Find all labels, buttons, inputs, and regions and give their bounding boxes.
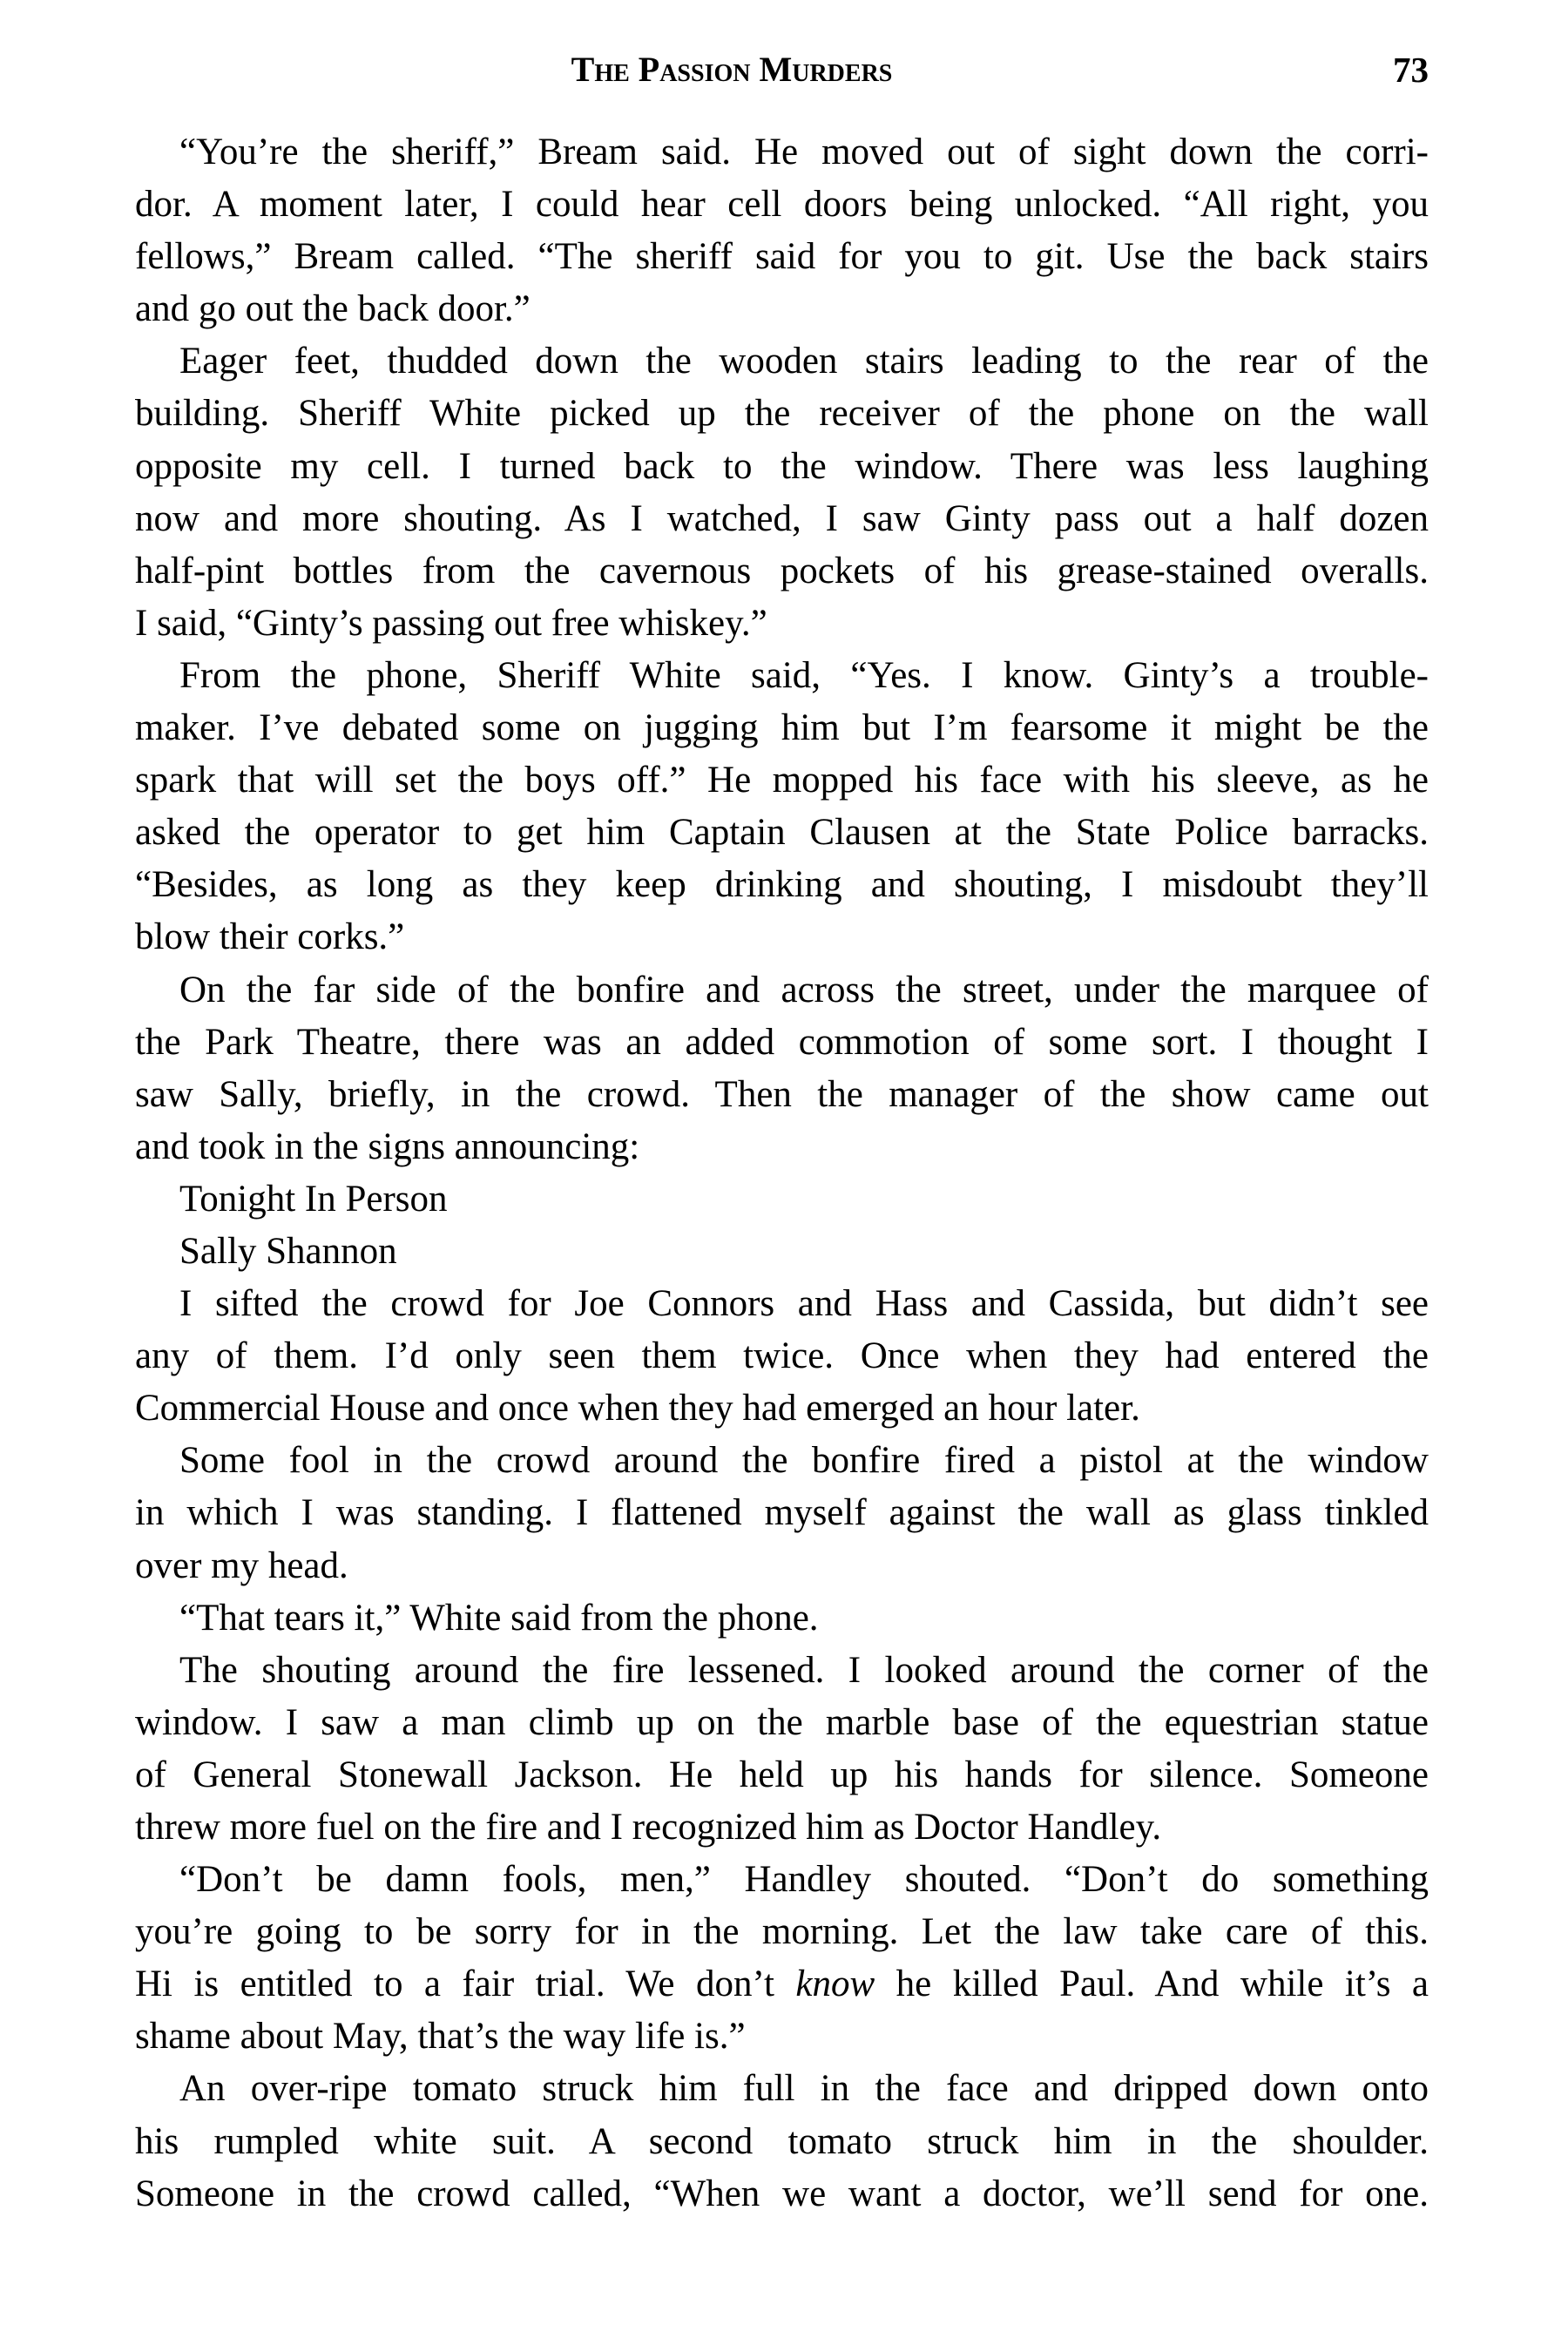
- text-line: any of them. I’d only seen them twice. Once when they had entered the: [135, 1335, 1429, 1377]
- text-line: maker. I’ve debated some on jugging him but I’m fearsome it might be the: [135, 707, 1429, 749]
- paragraph: [135, 1854, 1429, 2063]
- text-line: opposite my cell. I turned back to the window. There was less laughing: [135, 445, 1429, 487]
- paragraph: [135, 964, 1429, 1173]
- text-line: building. Sheriff White picked up the receiver of the phone on the wall: [135, 393, 1429, 435]
- text-line: “Besides, as long as they keep drinking and shouting, I misdoubt they’ll: [135, 864, 1429, 906]
- text-line: asked the operator to get him Captain Clausen at the State Police barracks.: [135, 812, 1429, 854]
- paragraph: [135, 335, 1429, 650]
- text-line: and go out the back door.”: [135, 288, 531, 330]
- text-line: “Don’t be damn fools, men,” Handley shouted. “Don’t do something: [179, 1859, 1429, 1901]
- body-text: [135, 126, 1429, 2220]
- text-line: Tonight In Person: [179, 1178, 448, 1220]
- paragraph: [135, 1173, 1429, 1226]
- text-line: shame about May, that’s the way life is.”: [135, 2016, 746, 2058]
- text-line: Commercial House and once when they had emerged an hour later.: [135, 1388, 1140, 1429]
- paragraph: [135, 2063, 1429, 2220]
- text-line: I sifted the crowd for Joe Connors and Hass and Cassida, but didn’t see: [179, 1283, 1429, 1325]
- text-line: spark that will set the boys off.” He mopped his face with his sleeve, as he: [135, 760, 1429, 801]
- text-line: blow their corks.”: [135, 916, 405, 958]
- text-line: An over-ripe tomato struck him full in the face and dripped down onto: [179, 2068, 1429, 2110]
- text-line: you’re going to be sorry for in the morning. Let the law take care of this.: [135, 1911, 1429, 1953]
- text-line: fellows,” Bream called. “The sheriff said for you to git. Use the back stairs: [135, 236, 1429, 278]
- text-line: over my head.: [135, 1544, 348, 1586]
- text-line: window. I saw a man climb up on the marble base of the equestrian statue: [135, 1701, 1429, 1743]
- text-line: in which I was standing. I flattened myself against the wall as glass tinkled: [135, 1492, 1429, 1534]
- text-line: “You’re the sheriff,” Bream said. He moved out of sight down the corri-: [179, 132, 1429, 172]
- paragraph: [135, 1278, 1429, 1435]
- paragraph: [135, 126, 1429, 335]
- running-title: The Passion Murders: [571, 50, 893, 89]
- running-header: [0, 45, 1568, 94]
- text-line: I said, “Ginty’s passing out free whiskey.”: [135, 602, 767, 644]
- text-line: Eager feet, thudded down the wooden stairs leading to the rear of the: [179, 341, 1429, 382]
- text-line: threw more fuel on the fire and I recognized him as Doctor Handley.: [135, 1807, 1162, 1848]
- paragraph: [135, 1226, 1429, 1278]
- text-line: “That tears it,” White said from the phone.: [179, 1597, 819, 1639]
- text-line: saw Sally, briefly, in the crowd. Then the manager of the show came out: [135, 1073, 1429, 1115]
- text-line: On the far side of the bonfire and across the street, under the marquee of: [179, 969, 1429, 1010]
- text-line: From the phone, Sheriff White said, “Yes. I know. Ginty’s a trouble-: [179, 654, 1429, 696]
- paragraph: [135, 1435, 1429, 1592]
- text-line: the Park Theatre, there was an added commotion of some sort. I thought I: [135, 1021, 1429, 1063]
- text-line: Someone in the crowd called, “When we want a doctor, we’ll send for one.: [135, 2173, 1429, 2214]
- paragraph: [135, 1592, 1429, 1645]
- text-line: now and more shouting. As I watched, I saw Ginty pass out a half dozen: [135, 497, 1429, 539]
- text-line: Hi is entitled to a fair trial. We don’t know he killed Paul. And while it’s a: [135, 1963, 1429, 2005]
- text-line: Sally Shannon: [179, 1230, 397, 1272]
- text-line: half-pint bottles from the cavernous pockets of his grease-stained overalls.: [135, 550, 1429, 591]
- text-line: The shouting around the fire lessened. I looked around the corner of the: [179, 1649, 1429, 1691]
- text-line: and took in the signs announcing:: [135, 1125, 640, 1167]
- paragraph: [135, 1645, 1429, 1854]
- paragraph: [135, 650, 1429, 964]
- page-number: 73: [1393, 50, 1429, 90]
- text-line: dor. A moment later, I could hear cell doors being unlocked. “All right, you: [135, 184, 1429, 226]
- text-line: Some fool in the crowd around the bonfire fired a pistol at the window: [179, 1440, 1429, 1482]
- text-line: of General Stonewall Jackson. He held up his hands for silence. Someone: [135, 1754, 1429, 1795]
- text-line: his rumpled white suit. A second tomato struck him in the shoulder.: [135, 2120, 1429, 2162]
